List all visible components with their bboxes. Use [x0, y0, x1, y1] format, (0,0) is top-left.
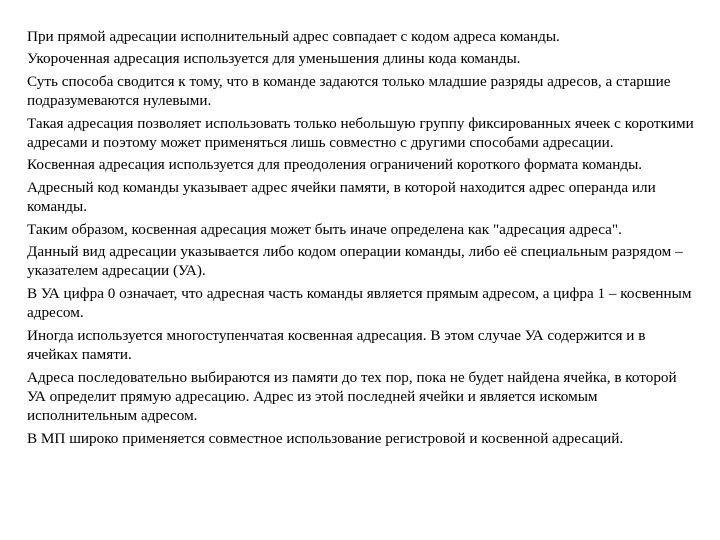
- paragraph-indirect-addressing: Косвенная адресация используется для преодоления ограничений короткого формата команды.: [27, 156, 643, 174]
- paragraph-address-code: Адресный код команды указывает адрес ячейки памяти, в которой находится адрес операнда или команды.: [27, 178, 656, 216]
- paragraph-fixed-cells: Такая адресация позволяет использовать только небольшую группу фиксированных ячеек с короткими адресами и поэтому может применяться лишь совместно с другими способами адресации.: [27, 114, 694, 152]
- paragraph-method-essence: Суть способа сводится к тому, что в команде задаются только младшие разряды адресов, а старшие подразумеваются нулевыми.: [27, 72, 671, 110]
- paragraph-addressing-pointer: Данный вид адресации указывается либо кодом операции команды, либо её специальным разрядом – указателем адресации (УА).: [27, 243, 683, 280]
- paragraph-address-of-address: Таким образом, косвенная адресация может быть иначе определена как "адресация адреса".: [27, 220, 622, 238]
- paragraph-short-addressing: Укороченная адресация используется для уменьшения длины кода команды.: [27, 50, 521, 68]
- paragraph-sequential-fetch: Адреса последовательно выбираются из памяти до тех пор, пока не будет найдена ячейка, в которой УА определит прямую адресацию. Адрес из этой последней ячейки и является искомым исполнительным адресом.: [27, 368, 677, 425]
- paragraph-mp-combined: В МП широко применяется совместное использование регистровой и косвенной адресаций.: [27, 429, 624, 447]
- paragraph-multilevel-indirect: Иногда используется многоступенчатая косвенная адресация. В этом случае УА содержится и в ячейках памяти.: [27, 326, 646, 364]
- paragraph-ua-digits: В УА цифра 0 означает, что адресная часть команды является прямым адресом, а цифра 1 – косвенным адресом.: [27, 284, 692, 322]
- paragraph-direct-addressing: При прямой адресации исполнительный адрес совпадает с кодом адреса команды.: [27, 28, 560, 45]
- document-body: [27, 27, 697, 451]
